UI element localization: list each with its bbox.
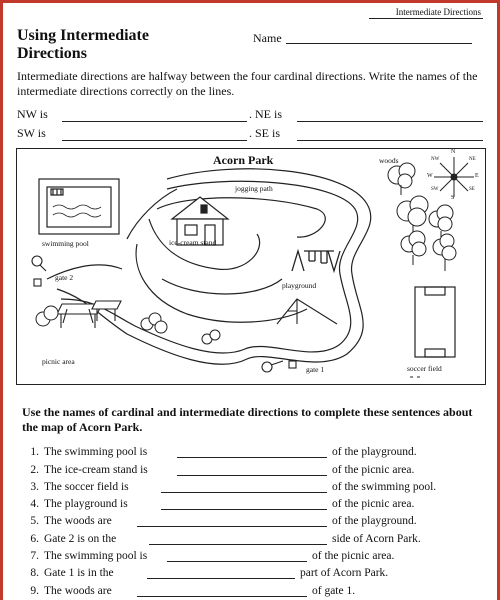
question-row [17,510,487,527]
direction-row-1 [17,107,483,122]
compass-w: W [427,173,433,179]
question-text: The playground is [44,498,128,511]
answer-field[interactable] [137,585,307,597]
question-number: 2. [30,463,39,476]
question-after: side of Acorn Park. [332,532,421,545]
question-after: of the playground. [332,446,417,459]
question-row [17,458,487,475]
compass-se: SE [469,187,475,192]
question-text: Gate 2 is on the [44,532,117,545]
questions-list [17,441,487,597]
name-row [253,31,472,46]
picnic-area-label: picnic area [42,357,75,366]
se-answer-field[interactable] [297,128,483,141]
question-row [17,527,487,544]
swimming-pool-label: swimming pool [42,239,89,248]
question-after: of the picnic area. [332,498,415,511]
question-after: of gate 1. [312,584,356,597]
name-label: Name [253,31,282,45]
nw-answer-field[interactable] [62,109,247,122]
map-title: Acorn Park [213,153,274,167]
compass-nw: NW [431,157,440,162]
title-line-2: Directions [17,45,87,62]
worksheet [3,3,497,600]
question-text: The woods are [44,515,112,528]
woods-label: woods [379,156,399,165]
question-after: of the playground. [332,515,417,528]
questions-heading: Use the names of cardinal and intermediate directions to complete these sentences about the map of Acorn Park. [22,405,473,434]
question-number: 6. [30,532,39,545]
name-field[interactable] [286,31,472,44]
question-row [17,579,487,596]
question-after: part of Acorn Park. [300,567,389,580]
question-after: of the picnic area. [332,463,415,476]
instructions: Intermediate directions are halfway between the four cardinal directions. Write the names of the intermediate directions correctly on the lines. [17,69,478,98]
question-number: 8. [30,567,39,580]
compass-n: N [451,149,456,155]
answer-field[interactable] [161,481,327,493]
header-tag: Intermediate Directions [369,7,483,19]
question-number: 1. [30,446,39,459]
answer-field[interactable] [177,446,327,458]
answer-field[interactable] [161,498,327,510]
sw-label: SW is [17,126,46,140]
question-text: Gate 1 is in the [44,567,114,580]
question-text: The woods are [44,584,112,597]
gate-1-label: gate 1 [306,365,325,374]
question-row [17,441,487,458]
title-line-1: Using Intermediate [17,27,149,44]
question-text: The swimming pool is [44,550,148,563]
answer-field[interactable] [137,515,327,527]
compass-sw: SW [431,187,439,192]
ice-cream-stand-label: ice-cream stand [169,238,217,247]
nw-label: NW is [17,107,48,121]
question-row [17,545,487,562]
answer-field[interactable] [147,567,295,579]
question-number: 4. [30,498,39,511]
question-number: 7. [30,550,39,563]
compass-s: S [451,195,455,201]
worksheet-title [17,27,149,63]
answer-field[interactable] [149,533,327,545]
park-map [16,148,486,385]
gate-2-label: gate 2 [55,273,74,282]
sw-answer-field[interactable] [62,128,247,141]
compass-ne: NE [469,157,476,162]
question-after: of the picnic area. [312,550,395,563]
answer-field[interactable] [167,550,307,562]
question-row [17,476,487,493]
playground-label: playground [282,281,317,290]
question-text: The swimming pool is [44,446,148,459]
direction-row-2 [17,126,483,141]
se-label: . SE is [249,126,281,140]
question-number: 3. [30,480,39,493]
question-text: The ice-cream stand is [44,463,148,476]
answer-field[interactable] [177,464,327,476]
jogging-path-label: jogging path [235,184,273,193]
question-row [17,562,487,579]
question-number: 9. [30,584,39,597]
ne-answer-field[interactable] [297,109,483,122]
question-number: 5. [30,515,39,528]
question-after: of the swimming pool. [332,480,437,493]
ne-label: . NE is [249,107,282,121]
question-row [17,493,487,510]
soccer-field-label: soccer field [407,364,442,373]
question-text: The soccer field is [44,480,129,493]
compass-e: E [475,173,479,179]
